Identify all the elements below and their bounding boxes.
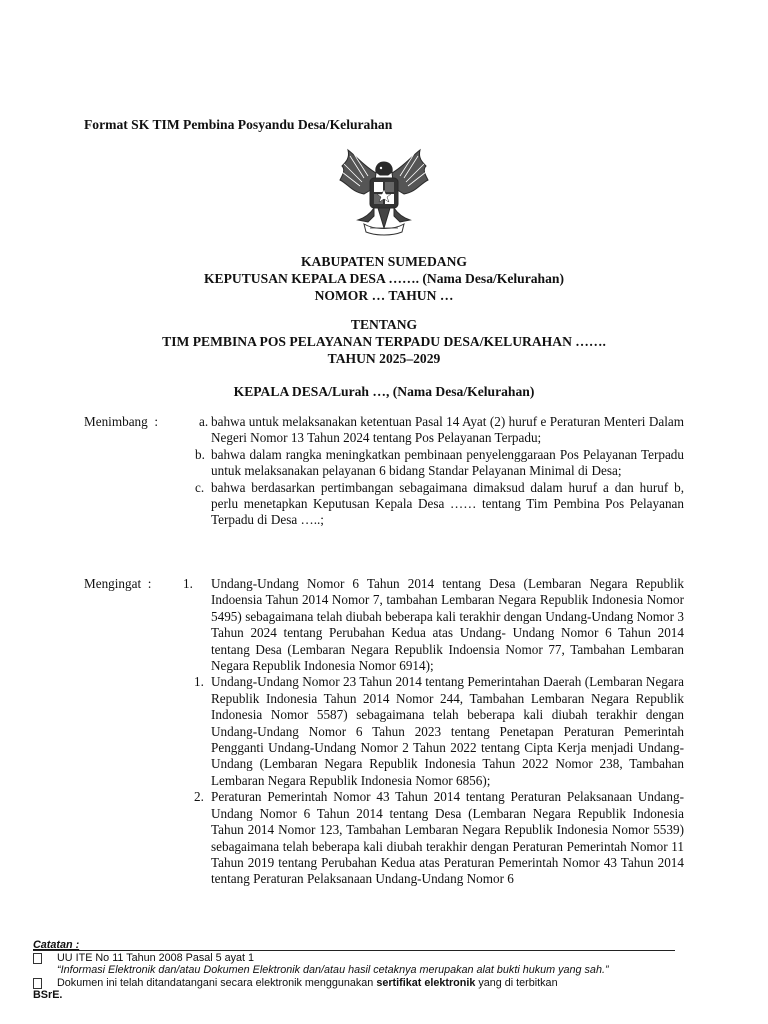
garuda-emblem-icon: [334, 148, 434, 240]
item-marker: b.: [195, 446, 205, 462]
item-marker: 2.: [194, 789, 204, 805]
subject-block: [84, 316, 684, 367]
format-title: Format SK TIM Pembina Posyandu Desa/Kelurahan: [84, 117, 393, 132]
keputusan-heading: KEPUTUSAN KEPALA DESA ……. (Nama Desa/Kelurahan): [203, 271, 564, 286]
item-text: bahwa dalam rangka meningkatkan pembinaan penyelenggaraan Pos Pelayanan Terpadu untuk melaksanakan pelayanan 6 bidang Standar Pelayanan Minimal di Desa;: [211, 446, 684, 479]
list-item: [84, 414, 684, 447]
bsre-text: BSrE.: [33, 989, 63, 1001]
item-text: Undang-Undang Nomor 23 Tahun 2014 tentang Pemerintahan Daerah (Lembaran Negara Republik Indonesia Tahun 2014 Nomor 244, Tambahan Lembaran Negara Republik Indonesia Nomor 5587) sebagaimana telah beberapa kali diubah terakhir dengan Undang-Undang Nomor 6 Tahun 2023 tentang Penetapan Peraturan Pemerintah Pengganti Undang-Undang Nomor 2 Tahun 2022 tentang Cipta Kerja menjadi Undang- Undang (Lembaran Negara Republik Indonesia Tahun 2022 Nomor 238, Tambahan Lembaran Negara Republik Indonesia Nomor 6856);: [211, 674, 684, 788]
kabupaten-heading: KABUPATEN SUMEDANG: [300, 254, 468, 269]
bullet-box-icon: [33, 978, 42, 989]
item-marker: 1.: [194, 674, 204, 690]
item-text: Peraturan Pemerintah Nomor 43 Tahun 2014 tentang Peraturan Pelaksanaan Undang-Undang Nomor 6 Tahun 2014 tentang Desa (Lembaran Negara Republik Indonesia Tahun 2014 Nomor 123, Tambahan Lembaran Negara Republik Indonesia Nomor 5539) sebagaimana telah beberapa kali diubah terakhir dengan Peraturan Pemerintah Nomor 11 Tahun 2019 tentang Perubahan Kedua atas Peraturan Pemerintah Nomor 43 Tahun 2014 tentang Peraturan Pelaksanaan Undang-Undang Nomor 6: [211, 789, 684, 887]
catatan-footer: [33, 939, 733, 1002]
ite-law-text: UU ITE No 11 Tahun 2008 Pasal 5 ayat 1: [57, 951, 255, 964]
menimbang-section: [84, 414, 684, 529]
bullet-box-icon: [33, 953, 42, 964]
item-text: bahwa berdasarkan pertimbangan sebagaimana dimaksud dalam huruf a dan huruf b, perlu menetapkan Keputusan Kepala Desa …… tentang Tim Pembina Pos Pelayanan Terpadu di Desa …..;: [211, 479, 684, 528]
mengingat-section: [84, 576, 684, 888]
catatan-label: Catatan :: [33, 939, 80, 951]
mengingat-label: Mengingat :: [84, 576, 152, 591]
ite-quote: “Informasi Elektronik dan/atau Dokumen Elektronik dan/atau hasil cetaknya merupakan alat bukti hukum yang sah.”: [57, 964, 609, 976]
signature-note-post: yang di terbitkan: [475, 976, 558, 989]
signature-note-bold: sertifikat elektronik: [376, 976, 476, 989]
list-item: [84, 674, 684, 789]
item-marker: 1.: [183, 576, 193, 591]
header-block: [84, 253, 684, 304]
nomor-heading: NOMOR … TAHUN …: [314, 288, 454, 303]
tentang-heading: TENTANG: [350, 317, 418, 332]
footer-note: [33, 977, 733, 990]
item-text: Undang-Undang Nomor 6 Tahun 2014 tentang Desa (Lembaran Negara Republik Indoensia Tahun 2014 Nomor 7, tambahan Lembaran Negara Republik Indonesia Nomor 5495) sebagaimana telah diubah beberapa kali terakhir dengan Undang-Undang Nomor 3 Tahun 2024 tentang Perubahan Kedua atas Undang- Undang Nomor 6 Tahun 2014 tentang Desa (Lembaran Negara Republik Indoensia Nomor 77, Tambahan Lembaran Negara Republik Indonesia Nomor 6914);: [211, 576, 684, 674]
list-item: [84, 447, 684, 480]
item-marker: c.: [195, 479, 205, 495]
item-marker: a.: [199, 414, 209, 429]
signature-note-pre: Dokumen ini telah ditandatangani secara elektronik menggunakan: [57, 976, 377, 989]
footer-note: [33, 952, 733, 965]
list-item: [84, 480, 684, 529]
list-item: [84, 789, 684, 887]
item-text: bahwa untuk melaksanakan ketentuan Pasal 14 Ayat (2) huruf e Peraturan Menteri Dalam Negeri Nomor 13 Tahun 2024 tentang Pos Pelayanan Terpadu;: [211, 414, 684, 446]
tahun-heading: TAHUN 2025–2029: [327, 351, 441, 366]
menimbang-label: Menimbang :: [84, 414, 158, 429]
subject-heading: TIM PEMBINA POS PELAYANAN TERPADU DESA/KELURAHAN …….: [162, 334, 606, 349]
kepala-heading: KEPALA DESA/Lurah …, (Nama Desa/Kelurahan): [233, 384, 535, 399]
list-item: [84, 576, 684, 674]
